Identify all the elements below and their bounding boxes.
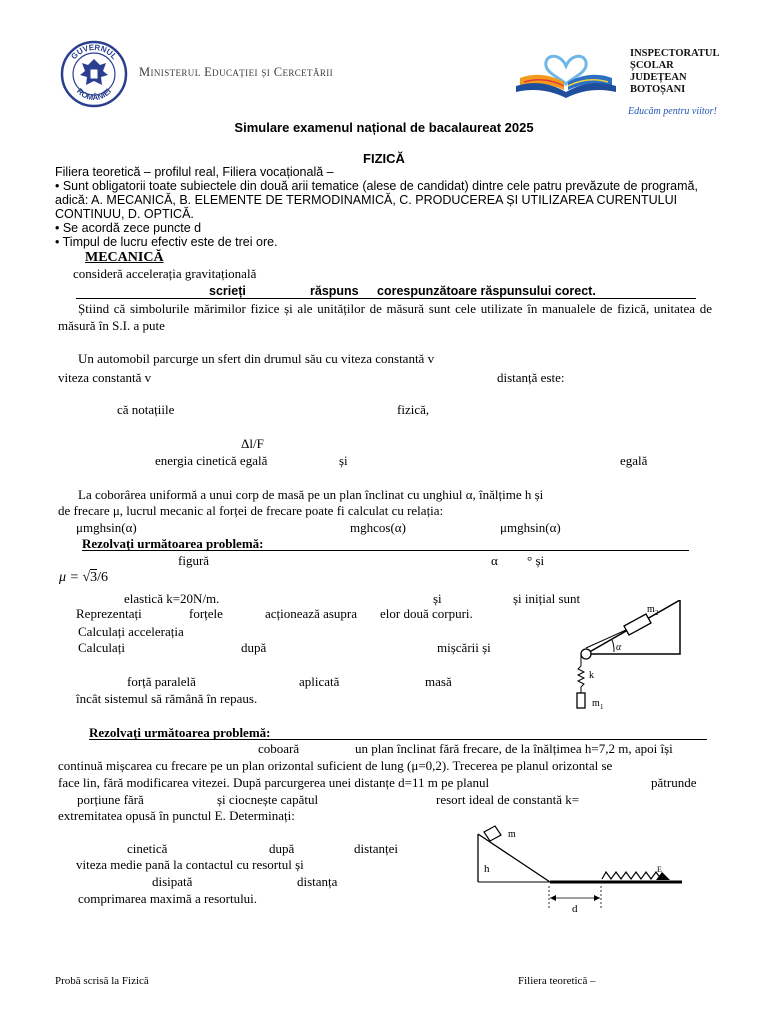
exam-title: Simulare examenul național de bacalaureat 2025: [234, 120, 534, 135]
gravity-note: consideră accelerația gravitațională: [73, 266, 257, 281]
problem-2-text: ° și: [527, 553, 545, 568]
intro-line: Filiera teoretică – profilul real, Filiera vocațională –: [55, 165, 334, 179]
problem-2-text: elastică k=20N/m.: [124, 591, 220, 606]
problem-2-text: și inițial sunt: [513, 591, 581, 606]
fig-h-label: h: [484, 863, 490, 875]
fig-m1-label: m: [592, 698, 600, 709]
block-m2: [624, 614, 651, 635]
intro-line: • Se acordă zece puncte d: [55, 221, 202, 235]
intro-line: • Timpul de lucru efectiv este de trei ore.: [55, 235, 278, 249]
fig-k-label: k: [589, 670, 594, 681]
problem-3-item-c: disipată: [152, 874, 193, 889]
spring-e: [602, 872, 661, 879]
block-m: [484, 826, 501, 841]
incline-pulley-figure: [570, 600, 690, 715]
isj-motto: Educăm pentru viitor!: [628, 106, 717, 117]
instruction-rule: [76, 298, 696, 299]
problem-2-item-d: aplicată: [299, 674, 340, 689]
problem-2-item-a: Reprezentați: [76, 606, 142, 621]
problem-2-item-c: după: [241, 640, 267, 655]
problem-2-item-a: acționează asupra: [265, 606, 358, 621]
question-4-line: La coborârea uniformă a unui corp de masă pe un plan înclinat cu unghiul α, înălțime h și: [78, 487, 544, 502]
ramp-spring-figure: [470, 822, 690, 914]
problem-2-text: figură: [178, 553, 210, 568]
problem-2-item-a: elor două corpuri.: [380, 606, 473, 621]
fig-m1-sub: 1: [600, 703, 604, 711]
svg-text:ROMÂNIEI: ROMÂNIEI: [75, 86, 114, 103]
question-4-option: mghcos(α): [350, 520, 406, 535]
problem-3-text: coboară: [258, 741, 300, 756]
question-3-formula: Δl/F: [241, 436, 264, 451]
question-1: Știind că simbolurile mărimilor fizice și ale unităților de măsură sunt cele utilizate în manualele de fizică, unitatea de măsură în S.I. a pute: [58, 301, 712, 333]
fig-m-label: m: [508, 829, 516, 840]
problem-2-heading: Rezolvați următoarea problemă:: [82, 536, 264, 551]
question-4-option: μmghsin(α): [76, 520, 137, 535]
fig-m2-label: m: [647, 604, 655, 615]
fig-m2-sub: 2: [655, 609, 659, 617]
question-3-text: că notațiile: [117, 402, 175, 417]
svg-text:GUVERNUL: GUVERNUL: [69, 42, 119, 62]
intro-line: adică: A. MECANICĂ, B. ELEMENTE DE TERMODINAMICĂ, C. PRODUCEREA ȘI UTILIZAREA CURENTULUI: [55, 193, 678, 207]
question-3-text: egală: [620, 453, 648, 468]
question-3-text: și: [339, 453, 348, 468]
problem-2-item-d: forță paralelă: [127, 674, 196, 689]
isj-line: ȘCOLAR: [630, 60, 674, 71]
ramp-spring-diagram: [470, 822, 690, 914]
question-3-text: fizică,: [397, 402, 430, 417]
question-4-line: de frecare μ, lucrul mecanic al forței de frecare poate fi calculat cu relația:: [58, 503, 444, 518]
footer-left: Probă scrisă la Fizică: [55, 975, 149, 987]
problem-3-item-b: viteza medie pană la contactul cu resortul și: [76, 857, 304, 872]
problem-3-text: resort ideal de constantă k=: [436, 792, 580, 807]
problem-2-item-a: forțele: [189, 606, 223, 621]
problem-3-text: face lin, fără modificarea vitezei. După parcurgerea unei distanțe d=11 m pe planul: [58, 775, 490, 790]
instruction-word: corespunzătoare răspunsului corect.: [377, 284, 596, 298]
instruction-word: răspuns: [310, 284, 359, 298]
block-m1: [577, 693, 585, 708]
problem-2-item-c: mișcării și: [437, 640, 491, 655]
problem-3-text: continuă mișcarea cu frecare pe un plan orizontal suficient de lung (μ=0,2). Trecerea pe planul orizontal se: [58, 758, 613, 773]
problem-3-text: un plan înclinat fără frecare, de la înălțimea h=7,2 m, apoi își: [355, 741, 673, 756]
mu-den: /6: [97, 570, 109, 585]
isj-name: [630, 48, 719, 96]
problem-3-item-a: după: [269, 841, 295, 856]
sqrt-symbol: √: [82, 570, 91, 585]
instruction-word: scrieți: [209, 284, 246, 298]
problem-3-heading: Rezolvați următoarea problemă:: [89, 725, 271, 740]
fig-alpha-label: α: [616, 642, 622, 653]
fig-d-label: d: [572, 903, 578, 914]
question-3-text: energia cinetică egală: [155, 453, 268, 468]
seal-icon: [60, 40, 128, 108]
problem-3-text: extremitatea opusă în punctul E. Determinați:: [58, 808, 295, 823]
friction-coefficient: [59, 570, 108, 586]
spring: [578, 666, 584, 687]
problem-3-text: porțiune fără: [77, 792, 144, 807]
problem-3-item-a: cinetică: [127, 841, 168, 856]
problem-2-text: și: [433, 591, 442, 606]
incline-pulley-diagram: [570, 600, 690, 715]
government-seal: [60, 40, 128, 108]
problem-3-item-c: distanța: [297, 874, 338, 889]
problem-3-text: și ciocnește capătul: [217, 792, 319, 807]
subject-title: FIZICĂ: [363, 151, 405, 166]
problem-2-item-d: masă: [425, 674, 452, 689]
problem-3-rule: [89, 739, 707, 740]
problem-3-item-d: comprimarea maximă a resortului.: [78, 891, 258, 906]
problem-2-item-d: încât sistemul să rămână în repaus.: [76, 691, 258, 706]
problem-2-rule: [82, 550, 689, 551]
mu-lhs: μ =: [59, 570, 83, 585]
question-2-line: viteza constantă v: [58, 370, 152, 385]
intro-line: CONTINUU, D. OPTICĂ.: [55, 207, 194, 221]
section-heading-mecanica: MECANICĂ: [85, 250, 164, 265]
ministry-name: Ministerul Educației și Cercetării: [139, 65, 334, 79]
question-2-line: distanță este:: [497, 370, 565, 385]
question-4-option: μmghsin(α): [500, 520, 561, 535]
intro-line: • Sunt obligatorii toate subiectele din două arii tematice (alese de candidat) dintre cele patru prevăzute de programă,: [55, 179, 698, 193]
isj-line: JUDEȚEAN: [630, 72, 687, 83]
mu-root: 3: [90, 570, 98, 585]
problem-3-text: pătrunde: [651, 775, 697, 790]
isj-logo: [510, 44, 622, 100]
problem-2-item-c: Calculați: [78, 640, 125, 655]
isj-line: BOTOȘANI: [630, 84, 686, 95]
heart-book-icon: [510, 44, 622, 100]
problem-3-item-a: distanței: [354, 841, 399, 856]
isj-line: INSPECTORATUL: [630, 48, 720, 59]
problem-2-text: α: [491, 553, 498, 568]
question-2-line: Un automobil parcurge un sfert din drumul său cu viteza constantă v: [78, 351, 435, 366]
fig-e-label: E: [657, 865, 662, 874]
problem-2-item-b: Calculați accelerația: [78, 624, 184, 639]
footer-right: Filiera teoretică –: [518, 975, 596, 987]
pulley: [581, 649, 591, 659]
